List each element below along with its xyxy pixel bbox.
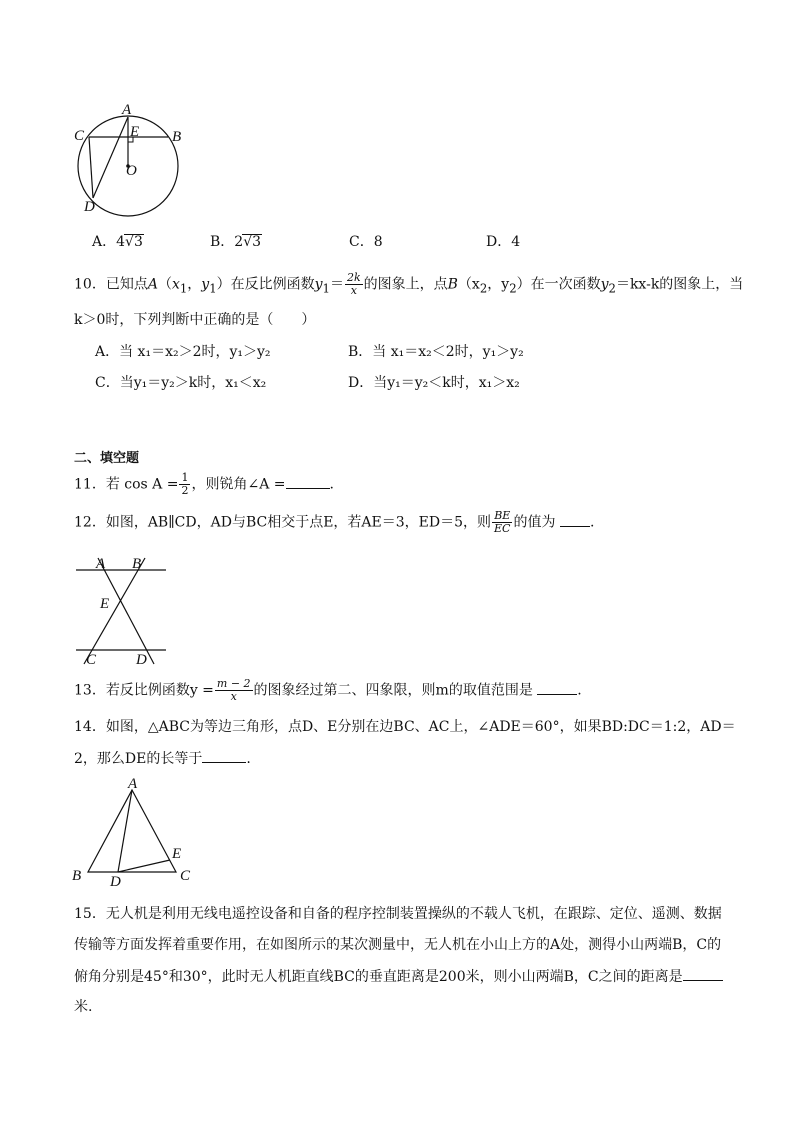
fig9-label-e: E	[130, 124, 140, 140]
fig14-label-c: C	[180, 868, 191, 884]
fig9-label-c: C	[74, 128, 85, 144]
fig14-label-b: B	[72, 868, 82, 884]
sqrt-icon: √3	[243, 234, 262, 250]
q15-line2: 传输等方面发挥着重要作用，在如图所示的某次测量中，无人机在小山上方的A处，测得小山两端B，C的	[74, 937, 722, 953]
sqrt-icon: √3	[125, 234, 143, 250]
q12-fraction: $\frac{BE}{EC}$	[494, 509, 511, 535]
q14-line1: 14．如图，△ABC为等边三角形，点D、E分别在边BC、AC上，∠ADE＝60°，如果BD:DC＝1:2，AD＝	[74, 719, 736, 735]
fig14-label-e: E	[172, 846, 182, 862]
q15-line3: 俯角分别是45°和30°，此时无人机距直线BC的垂直距离是200米，则小山两端B，C之间的距离是	[74, 966, 723, 987]
q11-answer-blank[interactable]	[286, 474, 330, 489]
q15-line1: 15．无人机是利用无线电遥控设备和自备的程序控制装置操纵的不载人飞机，在跟踪、定位、遥测、数据	[74, 906, 722, 922]
parallel-lines-figure	[70, 552, 180, 667]
fig9-label-o: O	[126, 163, 137, 179]
q10-line1: 10．已知点$A(x_1$，$y_1$）在反比例函数$y_1=$ $\frac{2k}{x}$ 的图象上，点$B(x_2$，$y_2$）在一次函数$y_2=kx-k$的图象上，当	[74, 271, 744, 297]
q10-fraction: $\frac{2k}{x}$	[346, 271, 361, 297]
fig9-label-d: D	[84, 199, 95, 215]
q13: 13．若反比例函数y = $\frac{m - 2}{x}$ 的图象经过第二、四象限，则m的取值范围是 .	[74, 677, 582, 703]
section-heading: 二、填空题	[74, 451, 140, 466]
fig12-label-a: A	[96, 556, 106, 572]
q9-option-c: C．8	[349, 234, 383, 250]
q10-option-d: D．当y₁＝y₂＜k时，x₁＞x₂	[348, 375, 520, 391]
q10-option-b: B．当 x₁＝x₂＜2时，y₁＞y₂	[348, 344, 524, 360]
q15-line4: 米.	[74, 999, 93, 1015]
q10-line2: k＞0时，下列判断中正确的是（ ）	[74, 312, 316, 328]
q13-fraction: $\frac{m - 2}{x}$	[216, 677, 251, 703]
circle-figure	[60, 96, 200, 220]
fig9-label-b: B	[172, 129, 182, 145]
q12-answer-blank[interactable]	[560, 512, 590, 527]
q14-line2: 2，那么DE的长等于 .	[74, 748, 251, 769]
fig9-label-a: A	[122, 102, 132, 118]
q12: 12．如图，AB∥CD，AD与BC相交于点E，若AE＝3，ED＝5，则 $\frac{BE}{EC}$ 的值为 .	[74, 509, 595, 535]
triangle-figure	[68, 776, 198, 888]
fig12-label-c: C	[86, 652, 97, 667]
q10-option-c: C．当y₁＝y₂＞k时，x₁＜x₂	[95, 375, 267, 391]
fig12-label-b: B	[132, 556, 142, 572]
fig12-label-e: E	[100, 596, 110, 612]
fig12-label-d: D	[136, 652, 147, 667]
q9-option-a: A．4√3	[92, 234, 143, 250]
q9-option-d: D．4	[486, 234, 521, 250]
fig14-label-a: A	[128, 776, 138, 792]
q13-answer-blank[interactable]	[537, 680, 577, 695]
q14-answer-blank[interactable]	[202, 748, 246, 763]
q11: 11．若 cos A = $\frac{1}{2}$ ，则锐角∠A = .	[74, 471, 334, 497]
q10-option-a: A．当 x₁＝x₂＞2时，y₁＞y₂	[95, 344, 271, 360]
fig14-label-d: D	[110, 874, 121, 888]
q15-answer-blank[interactable]	[683, 966, 723, 981]
q9-option-b: B．2√3	[210, 234, 262, 250]
q11-fraction: $\frac{1}{2}$	[181, 471, 189, 497]
